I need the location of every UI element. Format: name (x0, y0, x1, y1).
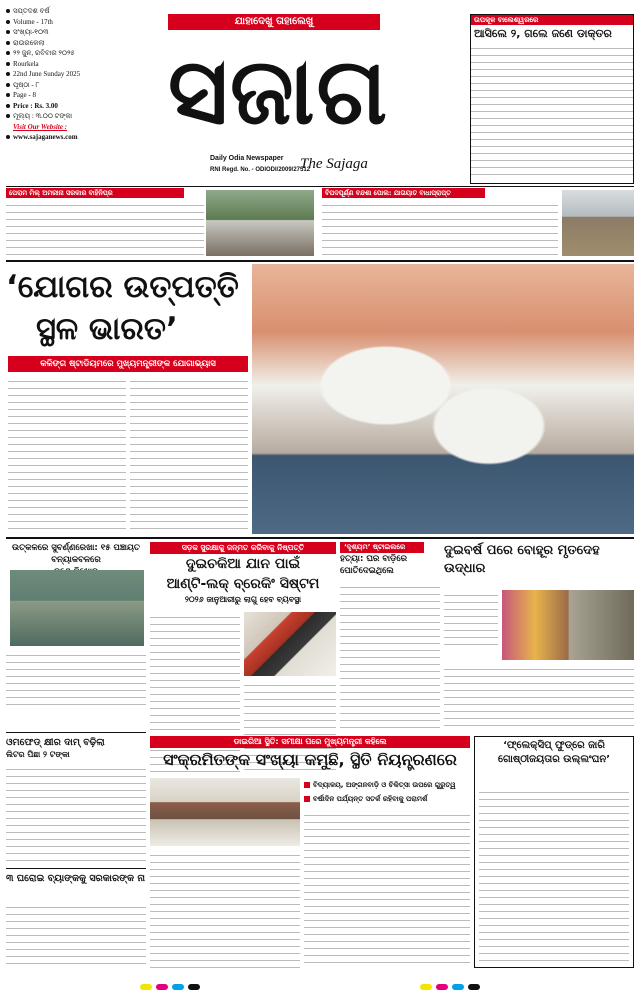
strip-left-body (6, 200, 204, 256)
mid-story-sub: ୨୦୨୬ ଜାନୁଆରୀରୁ ଲାଗୁ ହେବ ବ୍ୟବସ୍ଥା (184, 595, 302, 604)
masthead-meta (6, 6, 176, 143)
left-story-body (6, 650, 146, 710)
bottom-left-stories (6, 736, 146, 968)
left-story-photo (10, 570, 144, 646)
right-big-body-col1 (444, 590, 498, 650)
divider (6, 732, 146, 733)
color-dot-icon (172, 984, 184, 990)
diarrhoea-point1-text: ବିଦ୍ୟାଳୟ, ଅଙ୍ଗନବାଡ଼ି ଓ ଚିକିତ୍ସା ଉପରେ ଗୁରୁତ୍ୱ (313, 781, 456, 789)
visit-label: Visit Our Website : (13, 122, 68, 131)
bottom-right-story (474, 736, 634, 968)
masthead-title: ସଜାଗ (168, 38, 390, 145)
color-dot-icon (420, 984, 432, 990)
pages-or: ପୃଷ୍ଠା - ୮ (13, 80, 40, 89)
bullet-icon (6, 83, 10, 87)
bullet-icon (6, 114, 10, 118)
color-dot-icon (188, 984, 200, 990)
top-right-kicker: ଉପକୂଳ ବାଲେଶ୍ୱରରେ (471, 15, 633, 25)
diarrhoea-body-col2 (304, 810, 470, 968)
date-or: ୨୨ ଜୁନ, ରବିବାର ୨୦୨୫ (13, 49, 75, 57)
diarrhoea-head: ସଂକ୍ରମିତଙ୍କ ସଂଖ୍ୟା କମୁଛି, ସ୍ଥିତି ନିୟନ୍ତ୍ରଣରେ (163, 750, 457, 769)
diarrhoea-point2-text: ବର୍ଷାଦିନ ପର୍ଯ୍ୟନ୍ତ ସତର୍କ ରହିବାକୁ ପରାମର୍ଶ (313, 795, 428, 803)
right-big-story (444, 542, 634, 732)
print-registration-marks (140, 975, 204, 994)
date-en: 22nd June Sunday 2025 (13, 70, 81, 78)
mid-story-kicker: ସଡ଼କ ସୁରକ୍ଷାକୁ ଜନ୍ମତ କରିବାକୁ ନିଷ୍ପତ୍ତି (150, 542, 336, 554)
flexi-head: ‘ଫ୍ଲେକ୍‌ସିପ୍ ଫୁଡ୍‌ରେ ଜାରି ଗୋଷ୍ଠୀଜୟତାର ଉଲ୍ଲଂଘନ’ (497, 740, 611, 765)
color-dot-icon (468, 984, 480, 990)
bullet-icon (6, 20, 10, 24)
bullet-icon (6, 72, 10, 76)
right-small-body (340, 582, 440, 732)
divider (6, 868, 146, 869)
bullet-icon (6, 62, 10, 66)
divider (6, 260, 634, 262)
daily-label: Daily Odia Newspaper (210, 155, 284, 162)
lead-subhead: କଳିଙ୍ଗ ଷ୍ଟାଡିୟମରେ ମୁଖ୍ୟମନ୍ତ୍ରୀଙ୍କ ଯୋଗାଭ୍ୟାସ (8, 356, 248, 372)
top-right-headline: ଆସିଲେ ୨, ଗଲେ ଜଣେ ଡାକ୍ତର (474, 27, 612, 40)
bullet-icon (6, 93, 10, 97)
masthead-tagline: ଯାହାଦେଖୁ ତାହାଲେଖୁ (168, 14, 380, 30)
bullet-icon (6, 104, 10, 108)
mid-story-head: ଦୁଇଚକିଆ ଯାନ ପାଇଁ (185, 556, 301, 572)
pages-en: Page - 8 (13, 91, 36, 99)
milk-price-body (6, 764, 146, 864)
bullet-icon (6, 41, 10, 45)
color-dot-icon (156, 984, 168, 990)
strip-left (6, 188, 316, 258)
bullet-icon (6, 9, 10, 13)
top-right-body (471, 43, 633, 181)
right-small-kicker: ‘ଦୃଶ୍ୟମ’ ଷ୍ଟାଇଲରେ (340, 542, 424, 553)
issue-or: ସଂଖ୍ୟା-୧୦୩ (13, 28, 49, 36)
strip-left-head: ପେରାମ ମିଲ୍ ଅମରୀନା ସରକାର ବାହିନିପ୍ର (6, 188, 184, 198)
strip-right-photo (562, 190, 634, 256)
diarrhoea-point2 (304, 792, 470, 806)
flexi-body (479, 787, 629, 963)
lead-body-col2 (130, 376, 248, 532)
website-link[interactable]: www.sajaganews.com (13, 133, 78, 141)
color-dot-icon (436, 984, 448, 990)
city-or: ରାଉରକେଲା (13, 38, 45, 47)
right-big-body-col2 (444, 664, 634, 732)
bullet-icon (6, 135, 10, 139)
left-column-story (6, 542, 146, 712)
milk-price-sub: ଲିଟର ପିଛା ୨ ଟଙ୍କା (6, 750, 70, 759)
right-small-head: ହତ୍ୟା: ଘର ବାଡ଼ିରେ ପୋତିଦେଇଥିଲେ (340, 554, 408, 576)
lead-headline-line1: ‘ଯୋଗର ଉତ୍ପତ୍ତି (6, 269, 239, 305)
milk-price-head: ଓମଫେଡ୍ କ୍ଷୀର ଦାମ୍ ବଢ଼ିଲା (6, 737, 105, 748)
square-bullet-icon (304, 782, 310, 788)
right-small-story (340, 542, 440, 732)
right-big-head: ଦୁଇବର୍ଷ ପରେ ବୋହୂର ମୃତଦେହ ଉଦ୍ଧାର (444, 543, 600, 576)
strip-right (322, 188, 634, 258)
diarrhoea-body-col1 (150, 850, 300, 968)
left-story-head: ଉତ୍କଳରେ ସୁବର୍ଣ୍ଣରେଖା: ୧୫ ପଞ୍ଚାୟତ ବନ୍ୟାକବଳରେ (12, 543, 140, 565)
mid-story-photo (244, 612, 336, 676)
divider (6, 186, 634, 187)
square-bullet-icon (304, 796, 310, 802)
price-en: Price : Rs. 3.00 (13, 101, 58, 110)
print-registration-marks (420, 975, 484, 994)
lead-headline (6, 266, 246, 350)
bullet-icon (6, 51, 10, 55)
top-right-box (470, 14, 634, 184)
lead-photo (252, 264, 634, 534)
price-or: ମୂଲ୍ୟ : ୩.୦୦ ଟଙ୍କା (13, 112, 73, 120)
diarrhoea-point1 (304, 778, 470, 792)
bullet-icon (6, 30, 10, 34)
strip-left-photo (206, 190, 314, 256)
diarrhoea-photo (150, 778, 300, 846)
lead-headline-line2: ସ୍ଥଳ ଭାରତ’ (36, 311, 178, 347)
divider (6, 537, 634, 539)
strip-right-body (322, 200, 558, 256)
strip-right-head: ବିପଦପୂର୍ଣ୍ଣ ବନ୍ଦଶା ପୋଲ: ଯାତାୟାତ ବାଧାପ୍ରାପ୍ତ (322, 188, 485, 198)
volume: Volume - 17th (13, 17, 53, 26)
bank-story-head: ୩ ଘରୋଇ ବ୍ୟାଙ୍କକୁ ସରକାରଙ୍କ ନା (6, 873, 145, 884)
city-en: Rourkela (13, 59, 39, 68)
lead-body-col1 (8, 376, 126, 532)
bank-story-body (6, 902, 146, 968)
right-big-photo (502, 590, 634, 660)
bottom-center-story (150, 736, 470, 968)
color-dot-icon (140, 984, 152, 990)
rni-label: RNI Regd. No. - ODIODI/2009/27512 (210, 167, 311, 173)
mid-story-head2: ଆଣ୍ଟି-ଲକ୍ ବ୍ରେକିଂ ସିଷ୍ଟମ (166, 576, 320, 592)
year-or: ସପ୍ତଦଶ ବର୍ଷ (13, 7, 50, 15)
diarrhoea-kicker: ଡାଇରିଆ ସ୍ଥିତି: ସମୀକ୍ଷା ପରେ ମୁଖ୍ୟମନ୍ତ୍ରୀ କହିଲେ (150, 736, 470, 748)
color-dot-icon (452, 984, 464, 990)
masthead-title-en: The Sajaga (300, 156, 368, 172)
